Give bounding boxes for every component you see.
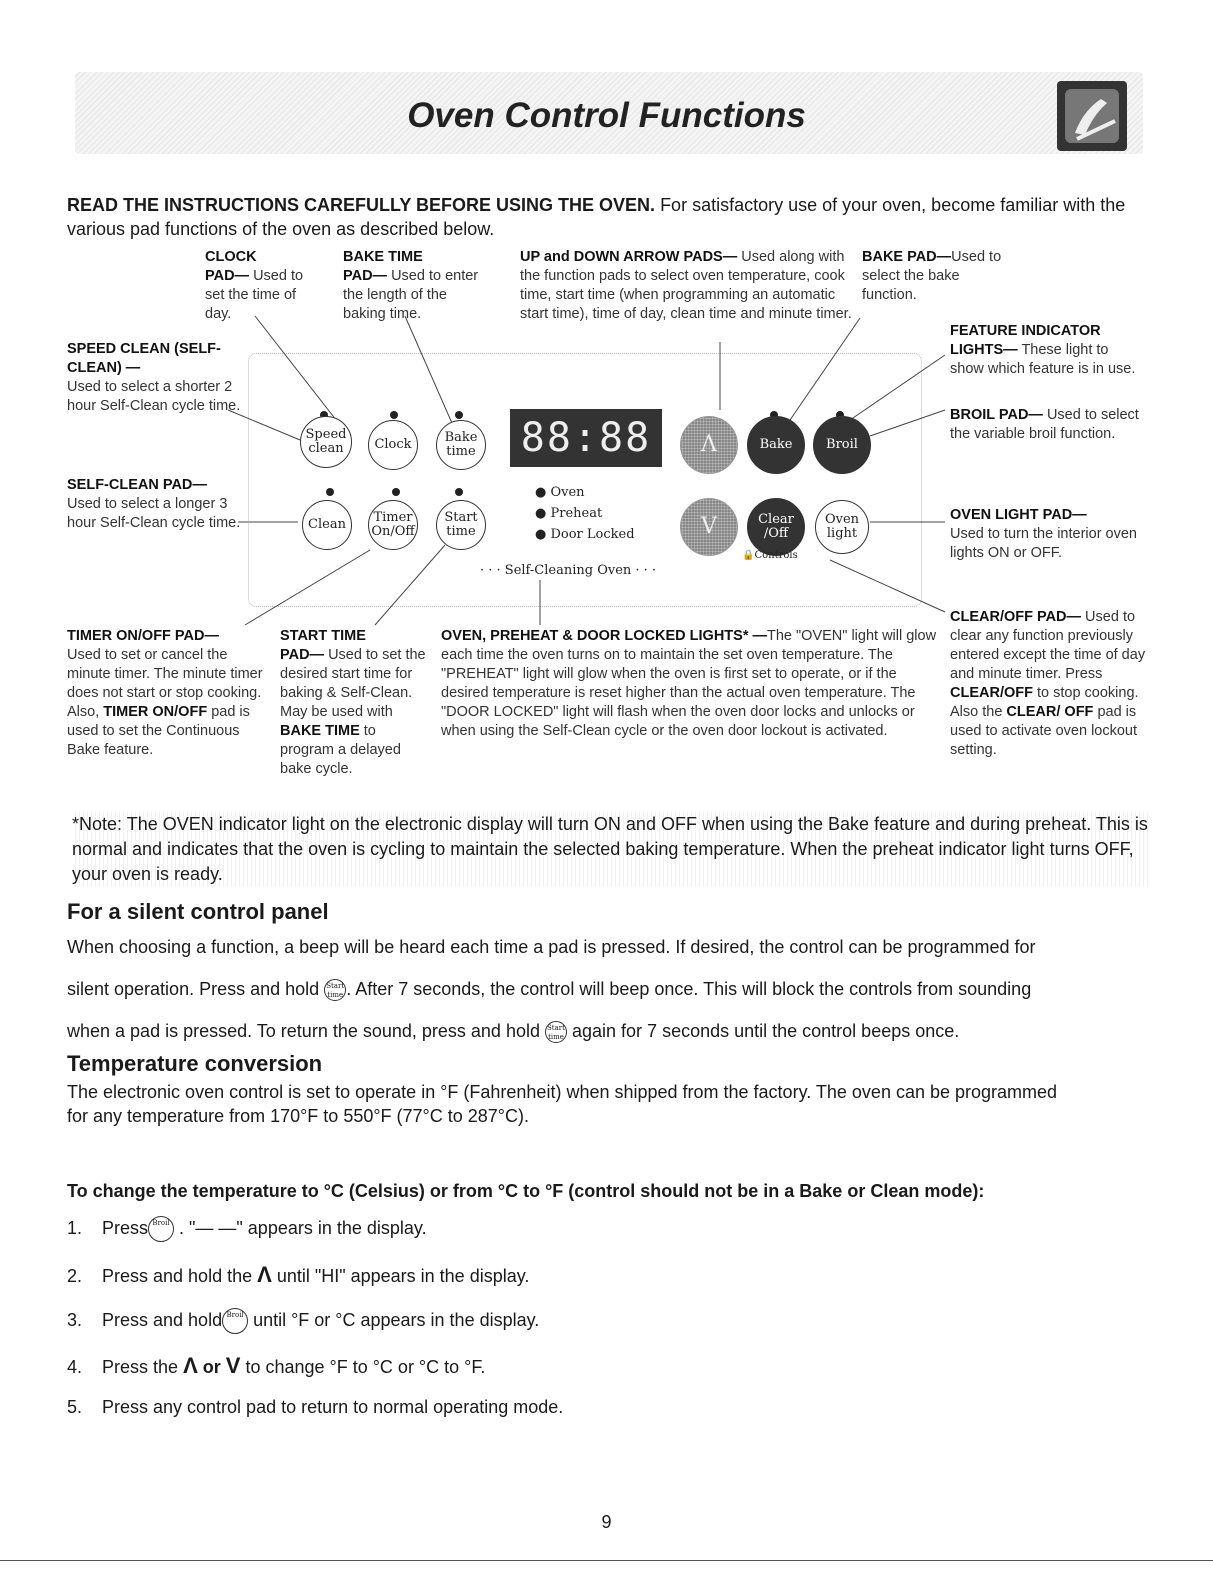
bake-pad[interactable]: Bake (747, 416, 805, 474)
up-arrow-pad[interactable]: Λ (680, 416, 738, 474)
callout-feature-lights: FEATURE INDICATOR LIGHTS— These light to show which feature is in use. (950, 323, 1136, 377)
controls-lock-label: 🔒Controls (742, 550, 798, 561)
silent-line-3: when a pad is pressed. To return the sound, press and hold Start time again for 7 seconds until the control beeps once. (67, 1021, 960, 1042)
page-number: 9 (601, 1512, 612, 1532)
down-arrow-pad[interactable]: V (680, 498, 738, 556)
clear-off-pad[interactable]: Clear /Off (747, 498, 805, 556)
down-arrow-icon: V (225, 1353, 241, 1378)
footer-line (0, 1560, 1213, 1561)
step-3: 3. Press and hold Broil until °F or °C appears in the display. (67, 1308, 539, 1334)
led (392, 488, 400, 496)
bake-time-pad[interactable]: Bake time (436, 420, 486, 470)
callout-clear-off: CLEAR/OFF PAD— Used to clear any function previously entered except the time of day and minute timer. Press CLEAR/OFF to stop cooking. Also the CLEAR/ OFF pad is used to activate oven lockout setting. (950, 609, 1146, 758)
callout-bake-pad: BAKE PAD—Used to select the bake function. (862, 249, 1002, 303)
broil-pad-icon: Broil (222, 1308, 248, 1334)
step-5: 5. Press any control pad to return to normal operating mode. (67, 1397, 564, 1417)
clean-pad[interactable]: Clean (302, 500, 352, 550)
callout-broil: BROIL PAD— Used to select the variable broil function. (950, 407, 1139, 442)
digital-display: 88:88 (510, 409, 662, 467)
self-cleaning-oven-label: · · · Self-Cleaning Oven · · · (480, 563, 657, 578)
start-time-pad[interactable]: Start time (436, 500, 486, 550)
temp-subheading: To change the temperature to °C (Celsius) or from °C to °F (control should not be in a Bake or Clean mode): (67, 1181, 985, 1201)
led (455, 411, 463, 419)
page-title: Oven Control Functions (407, 96, 806, 135)
door-locked-indicator: ● Door Locked (535, 527, 635, 542)
callout-indicator-lights: OVEN, PREHEAT & DOOR LOCKED LIGHTS* —The "OVEN" light will glow each time the oven turns on to maintain the set oven temperature. The "PREHEAT" light will glow when the oven is first set to operate, or if the desired temperature is reset higher than the actual oven temperature. The "DOOR LOCKED" light will flash when the oven door locks and unlocks or when using the Self-Clean cycle or the oven door lockout is activated. (441, 628, 937, 739)
callout-self-clean: SELF-CLEAN PAD— Used to select a longer 3 hour Self-Clean cycle time. (67, 477, 241, 531)
step-2: 2. Press and hold the Λ until "HI" appears in the display. (67, 1262, 530, 1287)
callout-speed-clean: SPEED CLEAN (SELF-CLEAN) — Used to select a shorter 2 hour Self-Clean cycle time. (67, 341, 241, 414)
temp-heading: Temperature conversion (67, 1051, 323, 1076)
led (455, 488, 463, 496)
intro-bold: READ THE INSTRUCTIONS CAREFULLY BEFORE USING THE OVEN. (67, 195, 656, 215)
speed-clean-pad[interactable]: Speed clean (300, 416, 352, 468)
oven-indicator: ● Oven (535, 485, 585, 500)
callout-bake-time: BAKE TIME PAD— Used to enter the length of the baking time. (343, 249, 479, 322)
intro-text: For satisfactory use of your oven, become familiar with the various pad functions of the oven as described below. (67, 195, 1126, 239)
up-arrow-icon: Λ (183, 1353, 198, 1378)
broil-pad-icon: Broil (148, 1216, 174, 1242)
temp-line-1: The electronic oven control is set to operate in °F (Fahrenheit) when shipped from the factory. The oven can be programmed (67, 1082, 1058, 1102)
callout-timer: TIMER ON/OFF PAD— Used to set or cancel the minute timer. The minute timer does not start or stop cooking. Also, TIMER ON/OFF pad is used to set the Continuous Bake feature. (67, 628, 263, 758)
callout-oven-light: OVEN LIGHT PAD— Used to turn the interior oven lights ON or OFF. (950, 507, 1137, 561)
preheat-indicator: ● Preheat (535, 506, 603, 521)
broil-pad[interactable]: Broil (813, 416, 871, 474)
callout-start-time: START TIME PAD— Used to set the desired start time for baking & Self-Clean. May be used with BAKE TIME to program a delayed bake cycle. (280, 628, 426, 777)
timer-on-off-pad[interactable]: Timer On/Off (368, 500, 418, 550)
up-arrow-icon: Λ (257, 1262, 272, 1287)
step-4: 4. Press the Λ or V to change °F to °C or °C to °F. (67, 1353, 486, 1378)
start-time-pad-icon: Start time (324, 979, 346, 1001)
step-1: 1. Press Broil . "— —" appears in the display. (67, 1216, 427, 1242)
callout-clock: CLOCK PAD— Used to set the time of day. (205, 249, 304, 322)
start-time-pad-icon: Start time (545, 1021, 567, 1043)
led (326, 488, 334, 496)
clock-pad[interactable]: Clock (368, 420, 418, 470)
callout-arrows: UP and DOWN ARROW PADS— Used along with the function pads to select oven temperature, cook time, start time (when programming an automatic start time), time of day, clean time and minute timer. (520, 249, 852, 322)
oven-light-note: *Note: The OVEN indicator light on the electronic display will turn ON and OFF when using the Bake feature and during preheat. This is normal and indicates that the oven is cycling to maintain the selected baking temperature. When the preheat indicator light turns OFF, your oven is ready. (72, 812, 1150, 887)
silent-line-2: silent operation. Press and hold Start time . After 7 seconds, the control will beep once. This will block the controls from sounding (67, 979, 1032, 1000)
temp-line-2: for any temperature from 170°F to 550°F (77°C to 287°C). (67, 1106, 529, 1126)
led (390, 411, 398, 419)
oven-light-pad[interactable]: Oven light (815, 500, 869, 554)
silent-line-1: When choosing a function, a beep will be heard each time a pad is pressed. If desired, the control can be programmed for (67, 937, 1036, 957)
silent-heading: For a silent control panel (67, 899, 329, 924)
